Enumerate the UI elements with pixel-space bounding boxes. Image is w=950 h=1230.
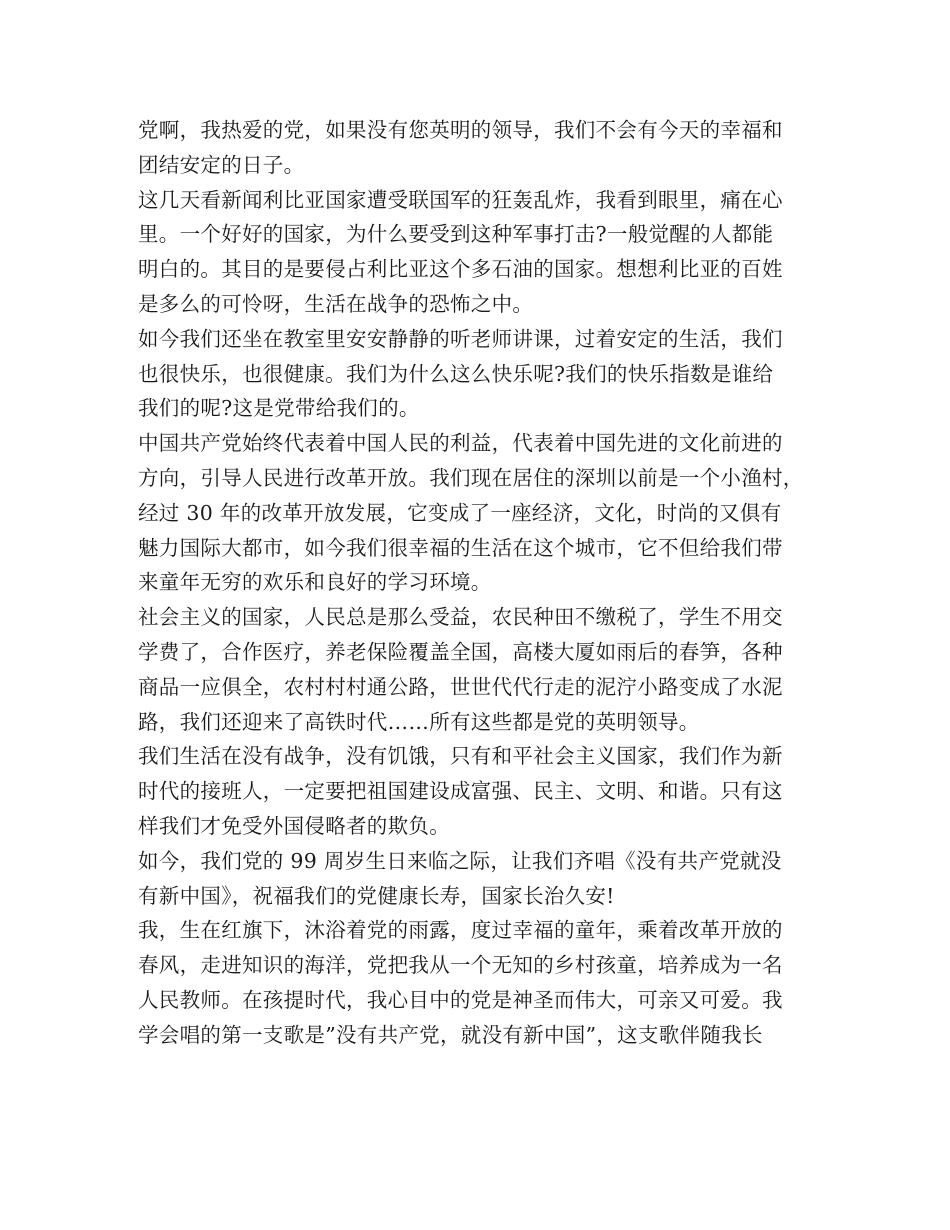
text-line: 样我们才免受外国侵略者的欺负。 — [138, 813, 450, 838]
text-line: 团结安定的日子。 — [138, 152, 305, 177]
text-line: 经过 30 年的改革开放发展，它变成了一座经济，文化，时尚的又俱有 — [138, 500, 782, 525]
text-line: 是多么的可怜呀，生活在战争的恐怖之中。 — [138, 291, 534, 316]
text-line: 社会主义的国家，人民总是那么受益，农民种田不缴税了，学生不用交 — [138, 605, 783, 630]
text-line: 里。一个好好的国家，为什么要受到这种军事打击?一般觉醒的人都能 — [138, 222, 774, 247]
text-line: 如今我们还坐在教室里安安静静的听老师讲课，过着安定的生活，我们 — [138, 326, 783, 351]
text-line: 学会唱的第一支歌是”没有共产党，就没有新中国”，这支歌伴随我长 — [138, 1022, 763, 1047]
text-line: 魅力国际大都市，如今我们很幸福的生活在这个城市，它不但给我们带 — [138, 535, 783, 560]
text-line: 有新中国》，祝福我们的党健康长寿，国家长治久安! — [138, 883, 615, 908]
text-line: 明白的。其目的是要侵占利比亚这个多石油的国家。想想利比亚的百姓 — [138, 257, 783, 282]
text-line: 来童年无穷的欢乐和良好的学习环境。 — [138, 570, 492, 595]
document-body — [138, 113, 818, 1053]
text-line: 如今，我们党的 99 周岁生日来临之际，让我们齐唱《没有共产党就没 — [138, 848, 782, 873]
text-line: 也很快乐，也很健康。我们为什么这么快乐呢?我们的快乐指数是谁给 — [138, 361, 774, 386]
text-line: 时代的接班人，一定要把祖国建设成富强、民主、文明、和谐。只有这 — [138, 779, 783, 804]
text-line: 路，我们还迎来了高铁时代……所有这些都是党的英明领导。 — [138, 709, 700, 734]
text-line: 我们的呢?这是党带给我们的。 — [138, 396, 420, 421]
text-line: 人民教师。在孩提时代，我心目中的党是神圣而伟大，可亲又可爱。我 — [138, 987, 783, 1012]
text-line: 学费了，合作医疗，养老保险覆盖全国，高楼大厦如雨后的春笋，各种 — [138, 639, 783, 664]
text-line: 我，生在红旗下，沐浴着党的雨露，度过幸福的童年，乘着改革开放的 — [138, 918, 783, 943]
text-line: 春风，走进知识的海洋，党把我从一个无知的乡村孩童，培养成为一名 — [138, 953, 783, 978]
text-line: 这几天看新闻利比亚国家遭受联国军的狂轰乱炸，我看到眼里，痛在心 — [138, 187, 783, 212]
text-line: 中国共产党始终代表着中国人民的利益，代表着中国先进的文化前进的 — [138, 431, 783, 456]
text-line: 我们生活在没有战争，没有饥饿，只有和平社会主义国家，我们作为新 — [138, 744, 783, 769]
text-line: 方向，引导人民进行改革开放。我们现在居住的深圳以前是一个小渔村， — [138, 465, 804, 490]
text-line: 商品一应俱全，农村村村通公路，世世代代行走的泥泞小路变成了水泥 — [138, 674, 783, 699]
text-line: 党啊，我热爱的党，如果没有您英明的领导，我们不会有今天的幸福和 — [138, 118, 783, 142]
